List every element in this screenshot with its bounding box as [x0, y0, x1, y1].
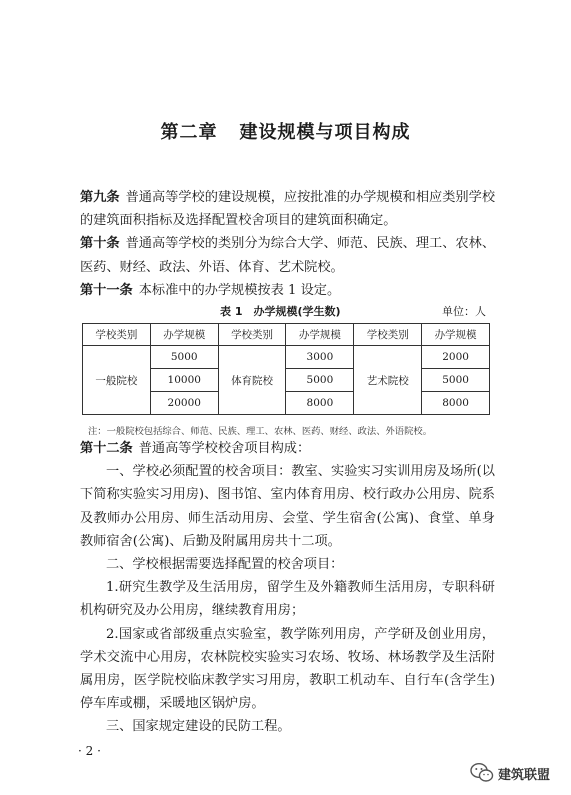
chapter-title	[0, 118, 571, 144]
header-cell: 办学规模	[422, 324, 490, 346]
article-11: 第十一条 本标准中的办学规模按表 1 设定。	[80, 282, 341, 298]
list-item: 三、国家规定建设的民防工程。	[106, 719, 291, 735]
category-cell: 体育院校	[218, 346, 286, 415]
value-cell: 3000	[286, 346, 354, 369]
wechat-icon	[470, 762, 494, 784]
article-12: 第十二条 普通高等学校校舍项目构成：	[80, 441, 311, 456]
table-row	[83, 346, 490, 369]
value-cell: 10000	[150, 369, 218, 392]
article-12-block	[80, 437, 495, 739]
table-caption	[80, 303, 490, 319]
table-unit: 单位：人	[442, 305, 486, 318]
chapter-number: 第二章	[160, 122, 218, 143]
list-item: 一、学校必须配置的校舍项目：教室、实验实习实训用房及场所(以下简称实验实习用房)、图书馆、室内体育用房、校行政办公用房、院系及教师办公用房、师生活动用房、会堂、学生宿舍(公寓)、食堂、单身教师宿舍(公寓)、后勤及附属用房共十二项。	[80, 464, 495, 549]
header-cell: 办学规模	[150, 324, 218, 346]
articles-top	[80, 186, 495, 302]
header-cell: 办学规模	[286, 324, 354, 346]
value-cell: 8000	[286, 392, 354, 415]
header-cell: 学校类别	[218, 324, 286, 346]
value-cell: 8000	[422, 392, 490, 415]
category-cell: 艺术院校	[354, 346, 422, 415]
category-cell: 一般院校	[83, 346, 151, 415]
header-cell: 学校类别	[83, 324, 151, 346]
list-item: 二、学校根据需要选择配置的校舍项目：	[106, 557, 344, 573]
table-header-row	[83, 324, 490, 346]
watermark	[470, 760, 566, 786]
table-note: 注：一般院校包括综合、师范、民族、理工、农林、医药、财经、政法、外语院校。	[88, 426, 432, 437]
list-item: 2.国家或省部级重点实验室，教学陈列用房，产学研及创业用房，学术交流中心用房，农林院校实验实习农场、牧场、林场教学及生活附属用房，医学院校临床教学实习用房，教职工机动车、自行车(含学生)停车库或棚，采暖地区锅炉房。	[80, 626, 495, 712]
value-cell: 5000	[422, 369, 490, 392]
value-cell: 5000	[286, 369, 354, 392]
chapter-name: 建设规模与项目构成	[239, 122, 411, 143]
table-title: 表 1 办学规模(学生数)	[220, 305, 341, 318]
value-cell: 5000	[150, 346, 218, 369]
value-cell: 20000	[150, 392, 218, 415]
list-item: 1.研究生教学及生活用房，留学生及外籍教师生活用房，专职科研机构研究及办公用房，继续教育用房；	[80, 580, 495, 619]
value-cell: 2000	[422, 346, 490, 369]
watermark-text: 建筑联盟	[498, 767, 551, 783]
scale-table	[82, 323, 490, 415]
page-number: · 2 ·	[78, 744, 101, 758]
article-10: 第十条 普通高等学校的类别分为综合大学、师范、民族、理工、农林、医药、财经、政法、外语、体育、艺术院校。	[80, 236, 496, 275]
header-cell: 学校类别	[354, 324, 422, 346]
article-9: 第九条 普通高等学校的建设规模，应按批准的办学规模和相应类别学校的建筑面积指标及选择配置校舍项目的建筑面积确定。	[80, 190, 496, 229]
